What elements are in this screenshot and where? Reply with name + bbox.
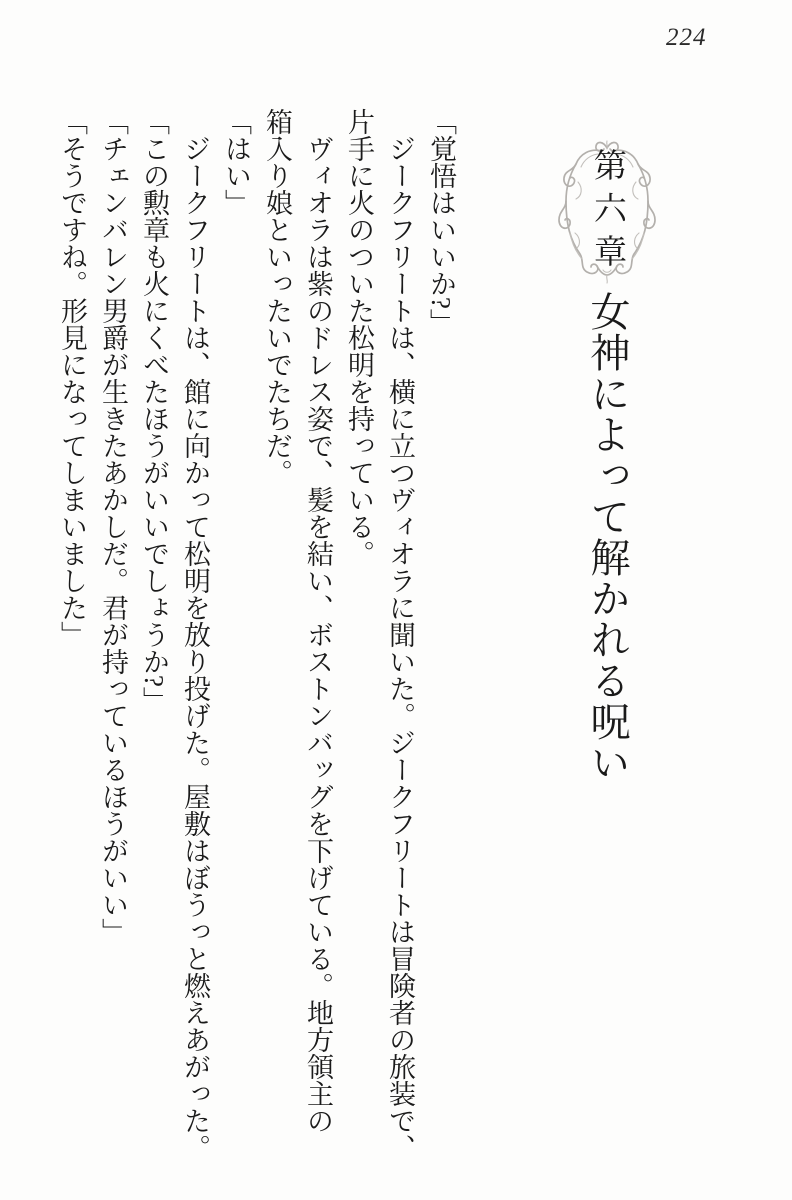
body-text xyxy=(51,108,461,1193)
chapter-number: 第六章 xyxy=(589,148,625,277)
body-line-narration: ジークフリートは、館に向かって松明を放り投げた。屋敷はぼうっと燃えあがった。 xyxy=(180,108,210,1161)
body-line-dialogue: 「そうですね。形見になってしまいました」 xyxy=(57,108,87,648)
body-line-narration: 箱入り娘といったいでたちだ。 xyxy=(262,108,292,486)
chapter-title: 女神によって解かれる呪い xyxy=(585,291,630,783)
body-line-dialogue: 「この勲章も火にくべたほうがいいでしょうか?」 xyxy=(139,108,169,714)
body-line-narration: ヴィオラは紫のドレス姿で、髪を結い、ボストンバッグを下げている。地方領主の xyxy=(303,108,333,1134)
chapter-heading xyxy=(583,108,631,1193)
page-number: 224 xyxy=(666,24,707,51)
body-line-dialogue: 「チェンバレン男爵が生きたあかしだ。君が持っているほうがいい」 xyxy=(98,108,128,945)
body-line-narration: ジークフリートは、横に立つヴィオラに聞いた。ジークフリートは冒険者の旅装で、 xyxy=(385,108,415,1161)
body-line-narration: 片手に火のついた松明を持っている。 xyxy=(344,108,374,567)
page-content xyxy=(51,108,655,1193)
body-line-dialogue: 「はい」 xyxy=(221,108,251,216)
body-line-dialogue: 「覚悟はいいか?」 xyxy=(426,108,456,336)
